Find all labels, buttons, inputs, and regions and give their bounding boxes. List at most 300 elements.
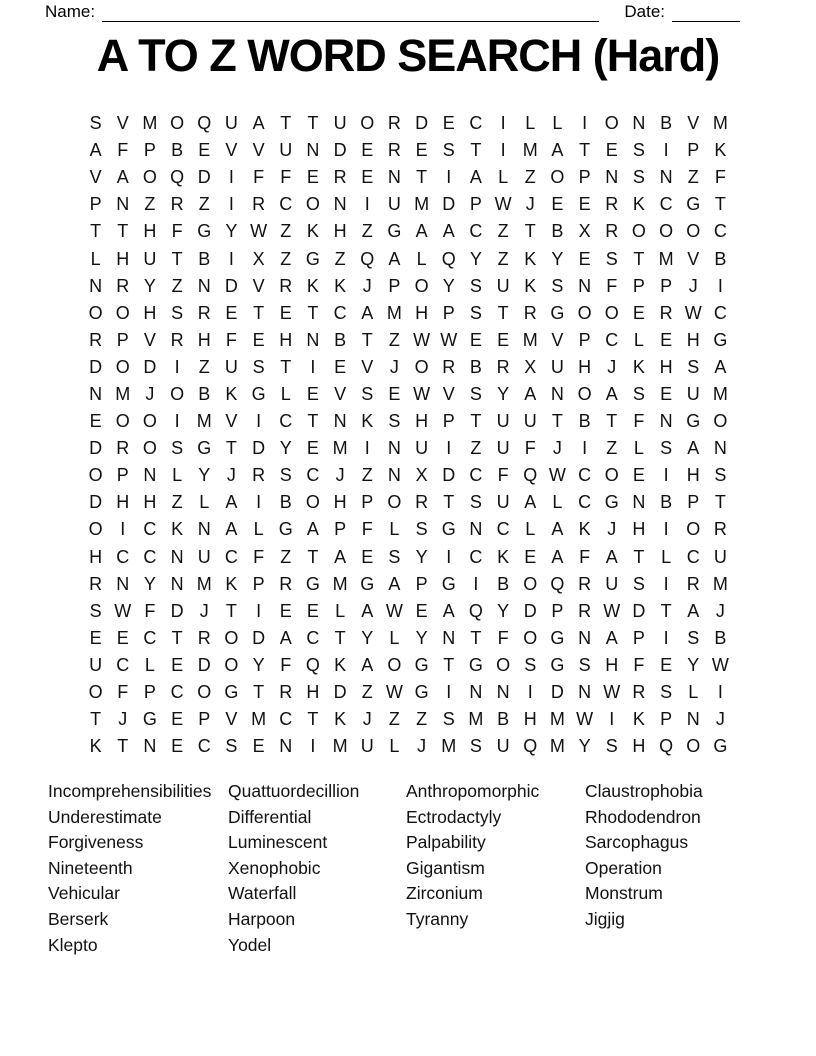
grid-letter: I: [364, 438, 370, 459]
grid-letter: E: [632, 465, 645, 486]
grid-letter: C: [686, 546, 700, 567]
grid-letter: O: [305, 194, 320, 215]
grid-letter: Q: [360, 248, 375, 269]
grid-letter: I: [256, 600, 262, 621]
grid-letter: H: [333, 492, 347, 513]
grid-letter: E: [388, 383, 401, 404]
grid-letter: R: [252, 465, 266, 486]
grid-letter: A: [415, 221, 428, 242]
grid-letter: C: [116, 654, 130, 675]
grid-letter: A: [442, 221, 455, 242]
word-list-item: Operation: [585, 857, 662, 878]
grid-letter: N: [333, 411, 347, 432]
grid-letter: F: [497, 627, 509, 648]
grid-letter: R: [170, 329, 184, 350]
grid-letter: E: [334, 356, 347, 377]
grid-letter: C: [469, 546, 483, 567]
grid-letter: Y: [497, 600, 510, 621]
grid-letter: O: [659, 221, 674, 242]
grid-letter: K: [632, 709, 645, 730]
word-list-item: Nineteenth: [48, 857, 133, 878]
grid-letter: Z: [470, 438, 482, 459]
grid-letter: T: [551, 411, 563, 432]
grid-letter: S: [171, 438, 184, 459]
grid-letter: W: [603, 682, 621, 703]
grid-letter: T: [416, 167, 428, 188]
grid-letter: G: [360, 573, 375, 594]
grid-letter: U: [605, 573, 619, 594]
grid-letter: Y: [497, 383, 510, 404]
grid-letter: V: [551, 329, 564, 350]
grid-letter: K: [632, 194, 645, 215]
grid-letter: E: [306, 600, 319, 621]
grid-letter: U: [360, 736, 374, 757]
grid-letter: M: [414, 194, 430, 215]
grid-letter: T: [470, 140, 482, 161]
grid-letter: S: [388, 411, 401, 432]
grid-letter: W: [440, 329, 458, 350]
grid-letter: E: [279, 600, 292, 621]
grid-letter: J: [607, 356, 617, 377]
grid-letter: K: [632, 356, 645, 377]
grid-letter: O: [577, 302, 592, 323]
grid-letter: Y: [442, 275, 455, 296]
grid-letter: G: [224, 682, 239, 703]
grid-letter: D: [252, 438, 266, 459]
grid-letter: F: [361, 519, 373, 540]
grid-letter: D: [333, 140, 347, 161]
grid-letter: S: [415, 519, 428, 540]
grid-letter: A: [279, 627, 292, 648]
name-blank-line: [102, 2, 599, 22]
word-list-item: Jigjig: [585, 908, 625, 929]
grid-letter: E: [279, 302, 292, 323]
grid-letter: O: [142, 411, 157, 432]
grid-letter: R: [523, 302, 537, 323]
grid-letter: C: [197, 736, 211, 757]
grid-letter: F: [579, 546, 591, 567]
word-list-item: Anthropomorphic: [406, 781, 540, 801]
grid-letter: I: [446, 682, 452, 703]
grid-letter: V: [687, 248, 700, 269]
grid-letter: L: [633, 329, 644, 350]
grid-letter: T: [606, 411, 618, 432]
word-list-item: Monstrum: [585, 883, 663, 904]
grid-letter: X: [524, 356, 537, 377]
grid-letter: G: [251, 383, 266, 404]
grid-letter: O: [170, 113, 185, 134]
word-list-item: Ectrodactyly: [406, 806, 502, 827]
grid-letter: G: [305, 573, 320, 594]
grid-letter: G: [686, 411, 701, 432]
grid-letter: T: [307, 302, 319, 323]
grid-letter: H: [279, 329, 293, 350]
grid-letter: Y: [415, 546, 428, 567]
grid-letter: O: [360, 113, 375, 134]
grid-letter: L: [389, 519, 400, 540]
grid-letter: W: [684, 302, 702, 323]
grid-letter: E: [171, 654, 184, 675]
grid-letter: B: [578, 411, 591, 432]
grid-letter: P: [632, 627, 645, 648]
grid-letter: N: [659, 167, 673, 188]
grid-row: [82, 516, 734, 543]
grid-letter: S: [89, 600, 102, 621]
grid-letter: O: [224, 627, 239, 648]
grid-letter: U: [143, 248, 157, 269]
grid-row: [82, 435, 734, 462]
grid-letter: Z: [361, 682, 373, 703]
grid-letter: E: [306, 383, 319, 404]
grid-letter: L: [172, 465, 183, 486]
grid-letter: H: [578, 356, 592, 377]
grid-letter: T: [280, 113, 292, 134]
grid-letter: A: [225, 492, 238, 513]
grid-letter: P: [632, 275, 645, 296]
grid-letter: M: [332, 438, 348, 459]
grid-letter: E: [361, 546, 374, 567]
grid-letter: R: [442, 356, 456, 377]
grid-letter: H: [605, 654, 619, 675]
grid-letter: A: [551, 140, 564, 161]
grid-row: [82, 354, 734, 381]
grid-letter: N: [89, 383, 103, 404]
grid-letter: F: [117, 140, 129, 161]
grid-row: [82, 218, 734, 245]
grid-letter: Z: [198, 194, 210, 215]
grid-letter: N: [659, 411, 673, 432]
grid-letter: N: [143, 736, 157, 757]
grid-letter: B: [714, 627, 727, 648]
grid-letter: Y: [415, 627, 428, 648]
grid-letter: C: [469, 221, 483, 242]
grid-letter: H: [143, 492, 157, 513]
grid-letter: N: [333, 194, 347, 215]
grid-letter: I: [228, 248, 234, 269]
grid-letter: S: [469, 383, 482, 404]
grid-letter: H: [523, 709, 537, 730]
grid-letter: A: [334, 546, 347, 567]
grid-letter: L: [552, 113, 563, 134]
grid-letter: B: [497, 709, 510, 730]
grid-letter: E: [660, 329, 673, 350]
grid-letter: L: [498, 167, 509, 188]
word-list-item: Sarcophagus: [585, 832, 689, 853]
grid-letter: N: [116, 194, 130, 215]
grid-letter: U: [496, 411, 510, 432]
grid-letter: F: [144, 600, 156, 621]
grid-letter: N: [469, 682, 483, 703]
grid-letter: E: [632, 302, 645, 323]
grid-letter: H: [632, 736, 646, 757]
grid-letter: P: [252, 573, 265, 594]
grid-letter: F: [633, 654, 645, 675]
grid-letter: G: [278, 519, 293, 540]
grid-letter: E: [578, 194, 591, 215]
grid-letter: J: [688, 275, 698, 296]
grid-letter: H: [89, 546, 103, 567]
grid-letter: D: [252, 627, 266, 648]
grid-letter: F: [633, 411, 645, 432]
grid-letter: O: [631, 221, 646, 242]
grid-letter: C: [333, 302, 347, 323]
grid-letter: J: [525, 194, 535, 215]
grid-letter: H: [143, 302, 157, 323]
grid-letter: O: [523, 573, 538, 594]
grid-row: [82, 300, 734, 327]
grid-letter: R: [632, 682, 646, 703]
word-list-column: [228, 779, 406, 958]
grid-letter: I: [446, 438, 452, 459]
grid-letter: K: [306, 275, 319, 296]
grid-letter: J: [389, 356, 399, 377]
grid-letter: O: [115, 302, 130, 323]
grid-letter: L: [90, 248, 101, 269]
grid-letter: C: [143, 546, 157, 567]
grid-letter: G: [197, 221, 212, 242]
grid-letter: E: [578, 248, 591, 269]
grid-letter: C: [578, 492, 592, 513]
grid-letter: R: [197, 302, 211, 323]
grid-letter: P: [143, 140, 156, 161]
grid-row: [82, 462, 734, 489]
grid-letter: U: [333, 113, 347, 134]
grid-letter: S: [442, 140, 455, 161]
grid-letter: O: [142, 438, 157, 459]
grid-letter: R: [89, 573, 103, 594]
grid-letter: R: [116, 438, 130, 459]
grid-letter: C: [659, 194, 673, 215]
grid-letter: E: [116, 627, 129, 648]
grid-letter: C: [279, 194, 293, 215]
grid-letter: Q: [523, 736, 538, 757]
grid-letter: Q: [659, 736, 674, 757]
grid-letter: W: [576, 709, 594, 730]
grid-letter: O: [88, 519, 103, 540]
grid-letter: N: [197, 519, 211, 540]
grid-letter: A: [605, 546, 618, 567]
grid-letter: K: [497, 546, 510, 567]
grid-letter: E: [225, 302, 238, 323]
grid-letter: D: [89, 356, 103, 377]
grid-letter: A: [469, 167, 482, 188]
grid-letter: B: [198, 248, 211, 269]
grid-letter: G: [414, 654, 429, 675]
grid-letter: S: [361, 383, 374, 404]
grid-letter: T: [470, 627, 482, 648]
grid-letter: O: [387, 654, 402, 675]
word-list-item: Underestimate: [48, 806, 162, 827]
grid-letter: G: [550, 654, 565, 675]
grid-letter: B: [279, 492, 292, 513]
grid-letter: H: [659, 356, 673, 377]
grid-letter: N: [469, 519, 483, 540]
grid-letter: M: [386, 302, 402, 323]
grid-letter: L: [335, 600, 346, 621]
grid-letter: I: [663, 140, 669, 161]
grid-letter: N: [143, 465, 157, 486]
grid-letter: N: [279, 736, 293, 757]
grid-letter: P: [551, 600, 564, 621]
grid-letter: F: [280, 167, 292, 188]
grid-letter: W: [603, 600, 621, 621]
grid-letter: T: [660, 600, 672, 621]
grid-row: [82, 381, 734, 408]
grid-letter: E: [171, 709, 184, 730]
word-list-item: Yodel: [228, 934, 272, 955]
grid-letter: M: [712, 383, 728, 404]
grid-letter: B: [660, 492, 673, 513]
grid-letter: O: [577, 383, 592, 404]
grid-letter: J: [715, 600, 725, 621]
grid-letter: D: [523, 600, 537, 621]
grid-letter: B: [497, 573, 510, 594]
grid-letter: L: [525, 519, 536, 540]
grid-letter: U: [523, 411, 537, 432]
grid-letter: H: [306, 682, 320, 703]
grid-letter: P: [578, 167, 591, 188]
grid-letter: H: [116, 248, 130, 269]
grid-letter: N: [713, 438, 727, 459]
grid-row: [82, 625, 734, 652]
grid-letter: M: [115, 383, 131, 404]
grid-letter: B: [171, 140, 184, 161]
grid-letter: D: [333, 682, 347, 703]
grid-letter: P: [469, 194, 482, 215]
grid-letter: T: [579, 140, 591, 161]
grid-letter: L: [688, 682, 699, 703]
grid-letter: D: [197, 654, 211, 675]
grid-letter: W: [711, 654, 729, 675]
grid-letter: T: [334, 627, 346, 648]
grid-letter: X: [578, 221, 591, 242]
grid-letter: C: [279, 709, 293, 730]
grid-letter: T: [633, 546, 645, 567]
grid-letter: A: [388, 573, 401, 594]
grid-letter: R: [659, 302, 673, 323]
grid-letter: C: [279, 411, 293, 432]
grid-letter: L: [661, 546, 672, 567]
grid-letter: B: [198, 383, 211, 404]
grid-letter: A: [524, 383, 537, 404]
grid-letter: Q: [441, 248, 456, 269]
word-list-item: Zirconium: [406, 883, 483, 904]
grid-letter: I: [663, 465, 669, 486]
grid-letter: S: [279, 465, 292, 486]
grid-letter: W: [385, 600, 403, 621]
grid-letter: D: [550, 682, 564, 703]
grid-letter: Y: [225, 221, 238, 242]
grid-letter: D: [197, 167, 211, 188]
grid-letter: S: [469, 275, 482, 296]
grid-letter: H: [415, 302, 429, 323]
grid-letter: Z: [687, 167, 699, 188]
grid-letter: J: [118, 709, 128, 730]
word-list-item: Xenophobic: [228, 857, 321, 878]
grid-letter: V: [252, 140, 265, 161]
grid-letter: M: [522, 140, 538, 161]
grid-letter: I: [500, 140, 506, 161]
grid-letter: U: [496, 492, 510, 513]
grid-letter: G: [604, 492, 619, 513]
grid-letter: V: [687, 113, 700, 134]
grid-letter: V: [225, 411, 238, 432]
word-list-item: Quattuordecillion: [228, 781, 360, 801]
grid-letter: W: [413, 383, 431, 404]
grid-letter: O: [550, 167, 565, 188]
grid-letter: N: [550, 383, 564, 404]
grid-row: [82, 273, 734, 300]
grid-letter: R: [197, 627, 211, 648]
grid-letter: G: [142, 709, 157, 730]
grid-letter: N: [632, 113, 646, 134]
grid-letter: G: [686, 194, 701, 215]
grid-letter: G: [713, 329, 728, 350]
grid-letter: E: [198, 140, 211, 161]
grid-letter: T: [225, 600, 237, 621]
grid-letter: Z: [171, 492, 183, 513]
grid-letter: N: [170, 546, 184, 567]
grid-letter: B: [334, 329, 347, 350]
grid-letter: N: [632, 492, 646, 513]
grid-letter: K: [334, 709, 347, 730]
grid-letter: P: [415, 573, 428, 594]
grid-letter: P: [578, 329, 591, 350]
grid-letter: S: [551, 275, 564, 296]
grid-letter: P: [334, 519, 347, 540]
grid-letter: Z: [144, 194, 156, 215]
grid-letter: Z: [416, 709, 428, 730]
grid-letter: O: [686, 519, 701, 540]
grid-letter: C: [469, 465, 483, 486]
grid-letter: Z: [361, 465, 373, 486]
grid-letter: F: [171, 221, 183, 242]
grid-letter: A: [687, 438, 700, 459]
grid-letter: E: [442, 113, 455, 134]
grid-letter: P: [89, 194, 102, 215]
grid-letter: F: [280, 654, 292, 675]
grid-letter: Q: [170, 167, 185, 188]
grid-letter: R: [252, 194, 266, 215]
grid-row: [82, 191, 734, 218]
grid-letter: V: [334, 383, 347, 404]
grid-letter: V: [116, 113, 129, 134]
grid-letter: M: [549, 736, 565, 757]
grid-row: [82, 164, 734, 191]
grid-letter: I: [527, 682, 533, 703]
grid-letter: H: [197, 329, 211, 350]
grid-letter: E: [415, 140, 428, 161]
grid-letter: J: [199, 600, 209, 621]
grid-letter: C: [143, 519, 157, 540]
grid-letter: B: [714, 248, 727, 269]
grid-letter: L: [389, 736, 400, 757]
grid-letter: L: [253, 519, 264, 540]
word-list-item: Klepto: [48, 934, 98, 955]
word-list-item: Gigantism: [406, 857, 485, 878]
grid-letter: A: [551, 519, 564, 540]
grid-letter: R: [387, 113, 401, 134]
grid-letter: J: [417, 736, 427, 757]
grid-letter: I: [500, 113, 506, 134]
grid-letter: A: [442, 600, 455, 621]
grid-letter: E: [469, 329, 482, 350]
grid-letter: S: [714, 465, 727, 486]
grid-letter: O: [170, 383, 185, 404]
grid-letter: T: [171, 627, 183, 648]
grid-letter: H: [333, 221, 347, 242]
grid-letter: W: [385, 682, 403, 703]
